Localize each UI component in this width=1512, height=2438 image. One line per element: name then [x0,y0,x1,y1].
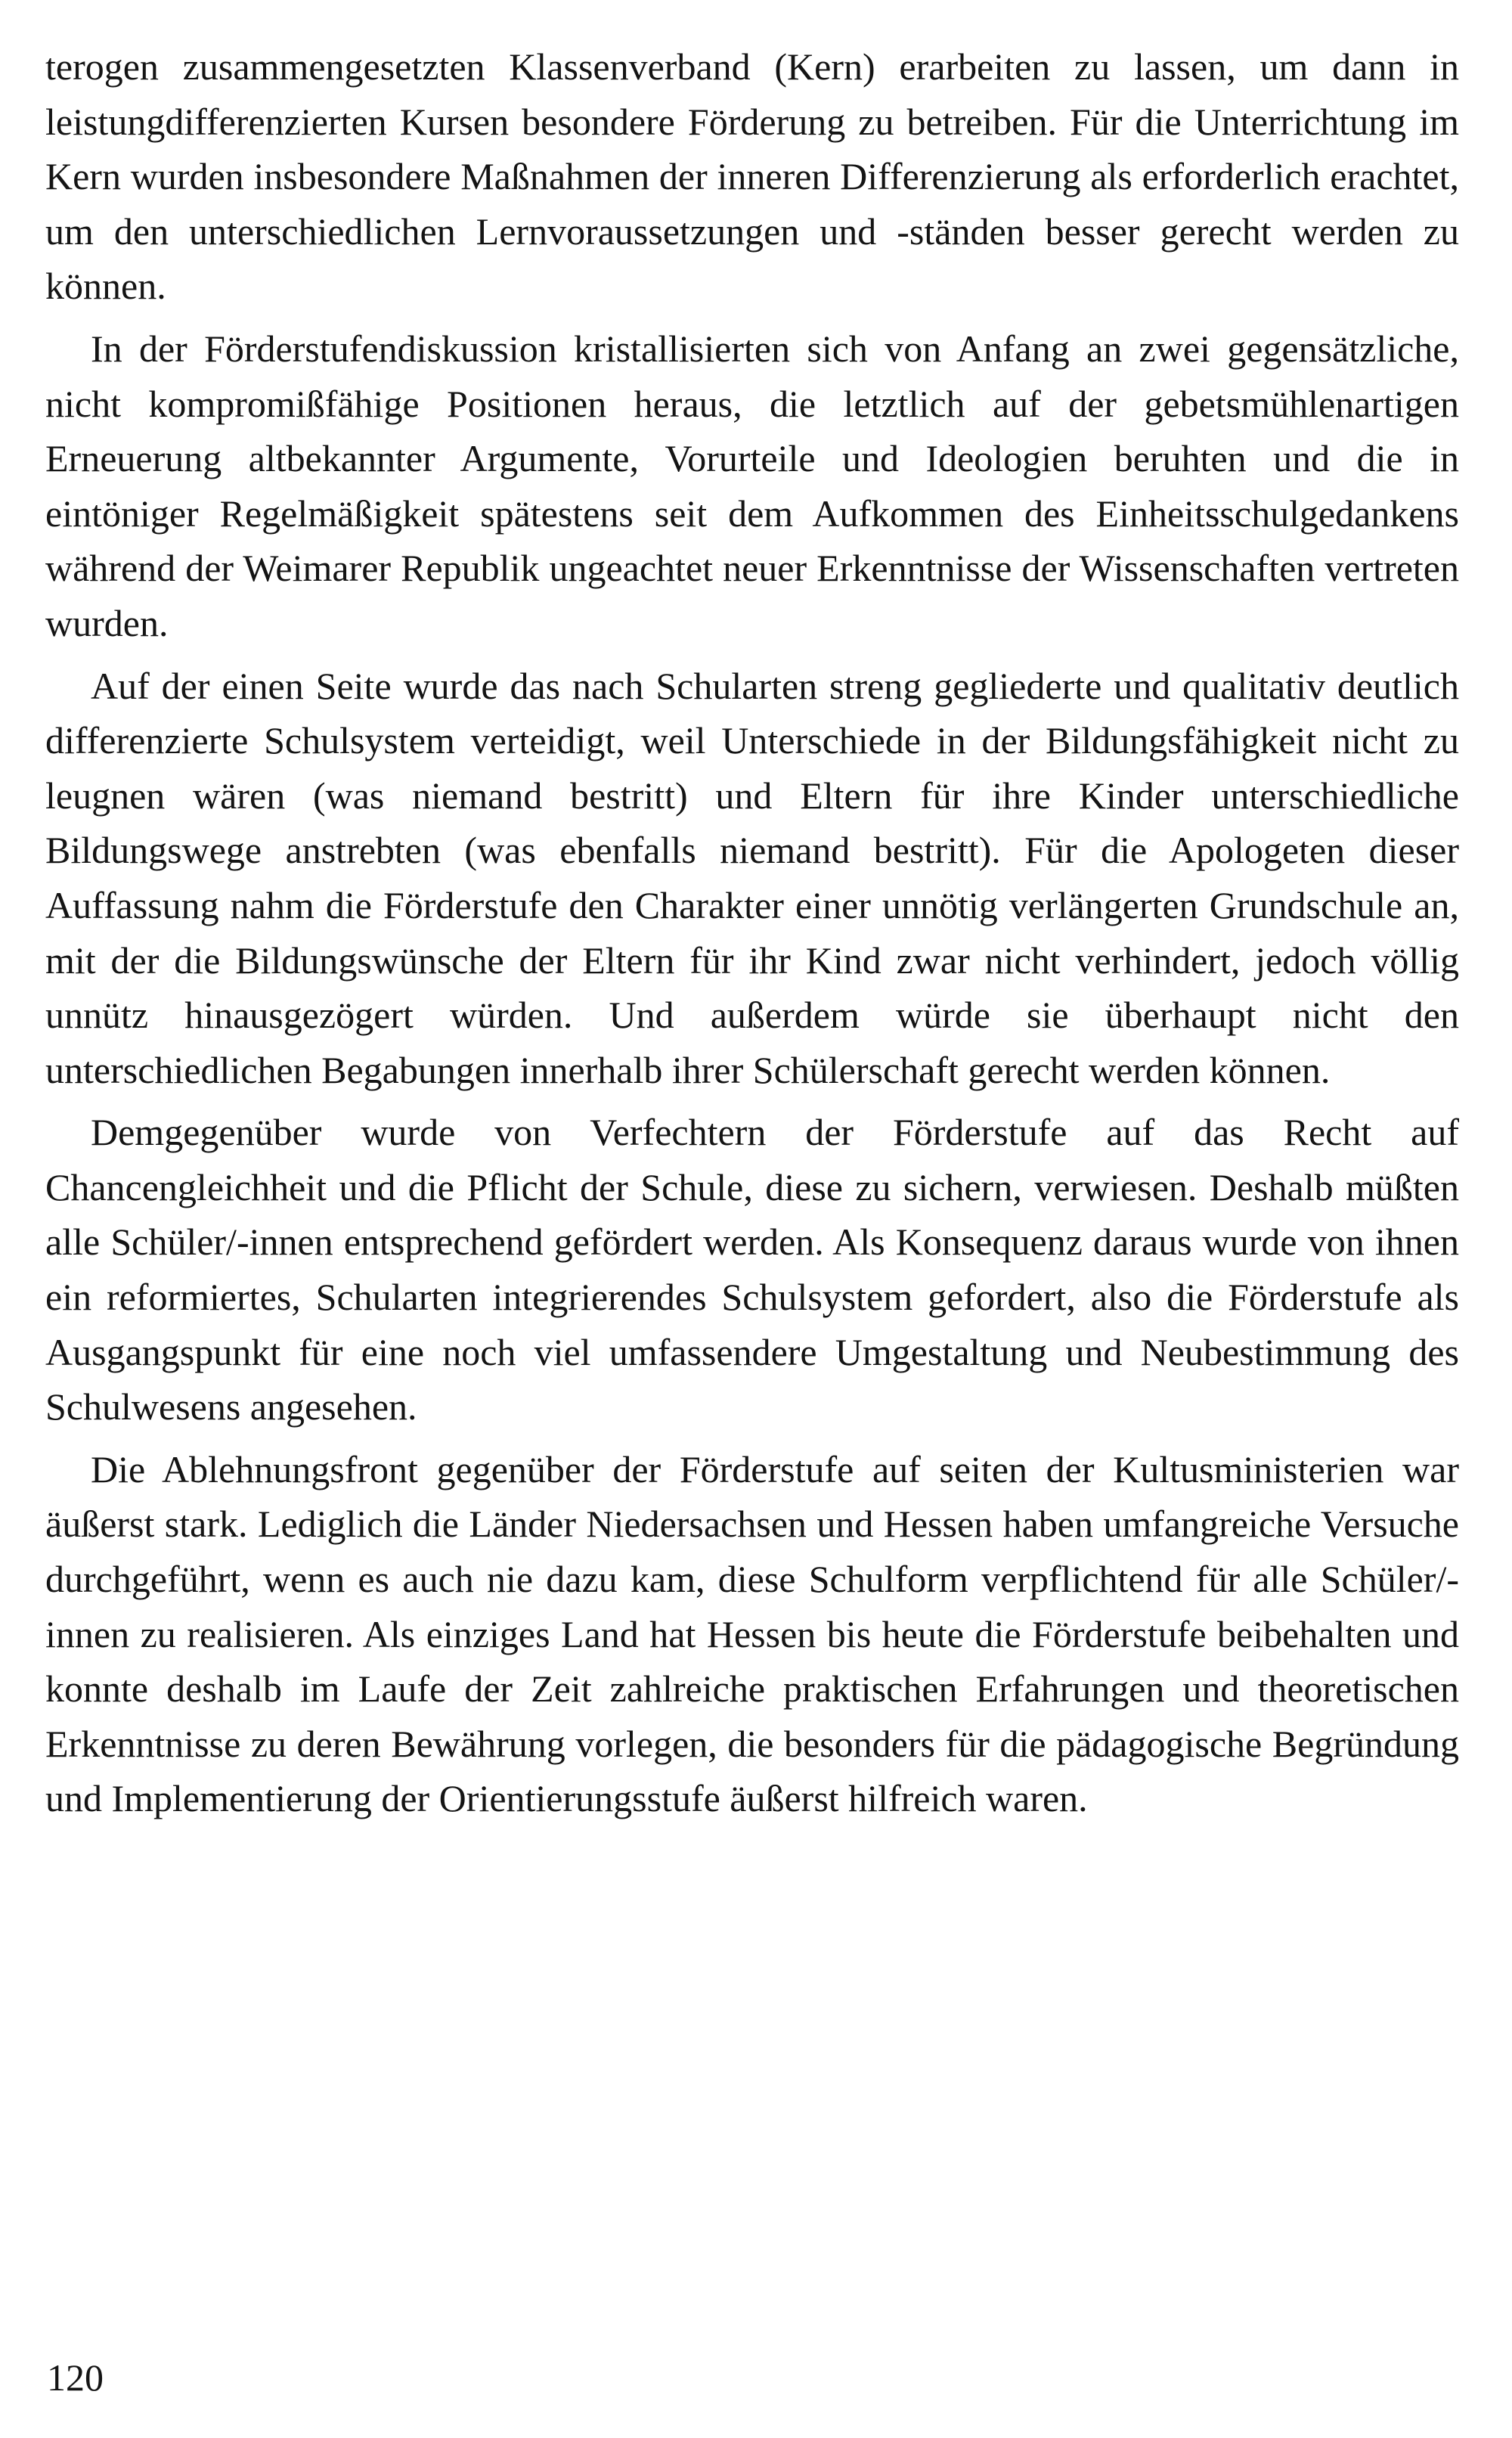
paragraph-4: Demgegenüber wurde von Verfechtern der Förderstufe auf das Recht auf Chancengleichheit und die Pflicht der Schule, diese zu sichern, verwiesen. Deshalb müßten alle Schüler/-innen entsprechend gefördert werden. Als Konsequenz daraus wurde von ihnen ein reformiertes, Schularten integrierendes Schulsystem gefordert, also die Förderstufe als Ausgangspunkt für eine noch viel umfassendere Umgestaltung und Neubestimmung des Schulwesens angesehen. [45,1111,1459,1428]
body-text [45,39,1459,1834]
paragraph-2: In der Förderstufendiskussion kristallisierten sich von Anfang an zwei gegensätzliche, nicht kompromißfähige Positionen heraus, die letztlich auf der gebetsmühlenartigen Erneuerung altbekannter Argumente, Vorurteile und Ideologien beruhten und die in eintöniger Regelmäßigkeit spätestens seit dem Aufkommen des Einheitsschulgedankens während der Weimarer Republik ungeachtet neuer Erkenntnisse der Wissenschaften vertreten wurden. [45,327,1459,644]
page-number: 120 [47,2356,104,2399]
paragraph-3: Auf der einen Seite wurde das nach Schularten streng gegliederte und qualitativ deutlich differenzierte Schulsystem verteidigt, weil Unterschiede in der Bildungsfähigkeit nicht zu leugnen wären (was niemand bestritt) und Eltern für ihre Kinder unterschiedliche Bildungswege anstrebten (was ebenfalls niemand bestritt). Für die Apologeten dieser Auffassung nahm die Förderstufe den Charakter einer unnötig verlängerten Grundschule an, mit der die Bildungswünsche der Eltern für ihr Kind zwar nicht verhindert, jedoch völlig unnütz hinausgezögert würden. Und außerdem würde sie überhaupt nicht den unterschiedlichen Begabungen innerhalb ihrer Schülerschaft gerecht werden können. [45,664,1459,1091]
paragraph-5: Die Ablehnungsfront gegenüber der Förderstufe auf seiten der Kultusministerien war äußerst stark. Lediglich die Länder Niedersachsen und Hessen haben umfangreiche Versuche durchgeführt, wenn es auch nie dazu kam, diese Schulform verpflichtend für alle Schüler/-innen zu realisieren. Als einziges Land hat Hessen bis heute die Förderstufe beibehalten und konnte deshalb im Laufe der Zeit zahlreiche praktischen Erfahrungen und theoretischen Erkenntnisse zu deren Bewährung vorlegen, die besonders für die pädagogische Begründung und Implementierung der Orientierungsstufe äußerst hilfreich waren. [45,1447,1459,1820]
paragraph-1: terogen zusammengesetzten Klassenverband (Kern) erarbeiten zu lassen, um dann in leistungdifferenzierten Kursen besondere Förderung zu betreiben. Für die Unterrichtung im Kern wurden insbesondere Maßnahmen der inneren Differenzierung als erforderlich erachtet, um den unterschiedlichen Lernvoraussetzungen und -ständen besser gerecht werden zu können. [45,45,1459,308]
